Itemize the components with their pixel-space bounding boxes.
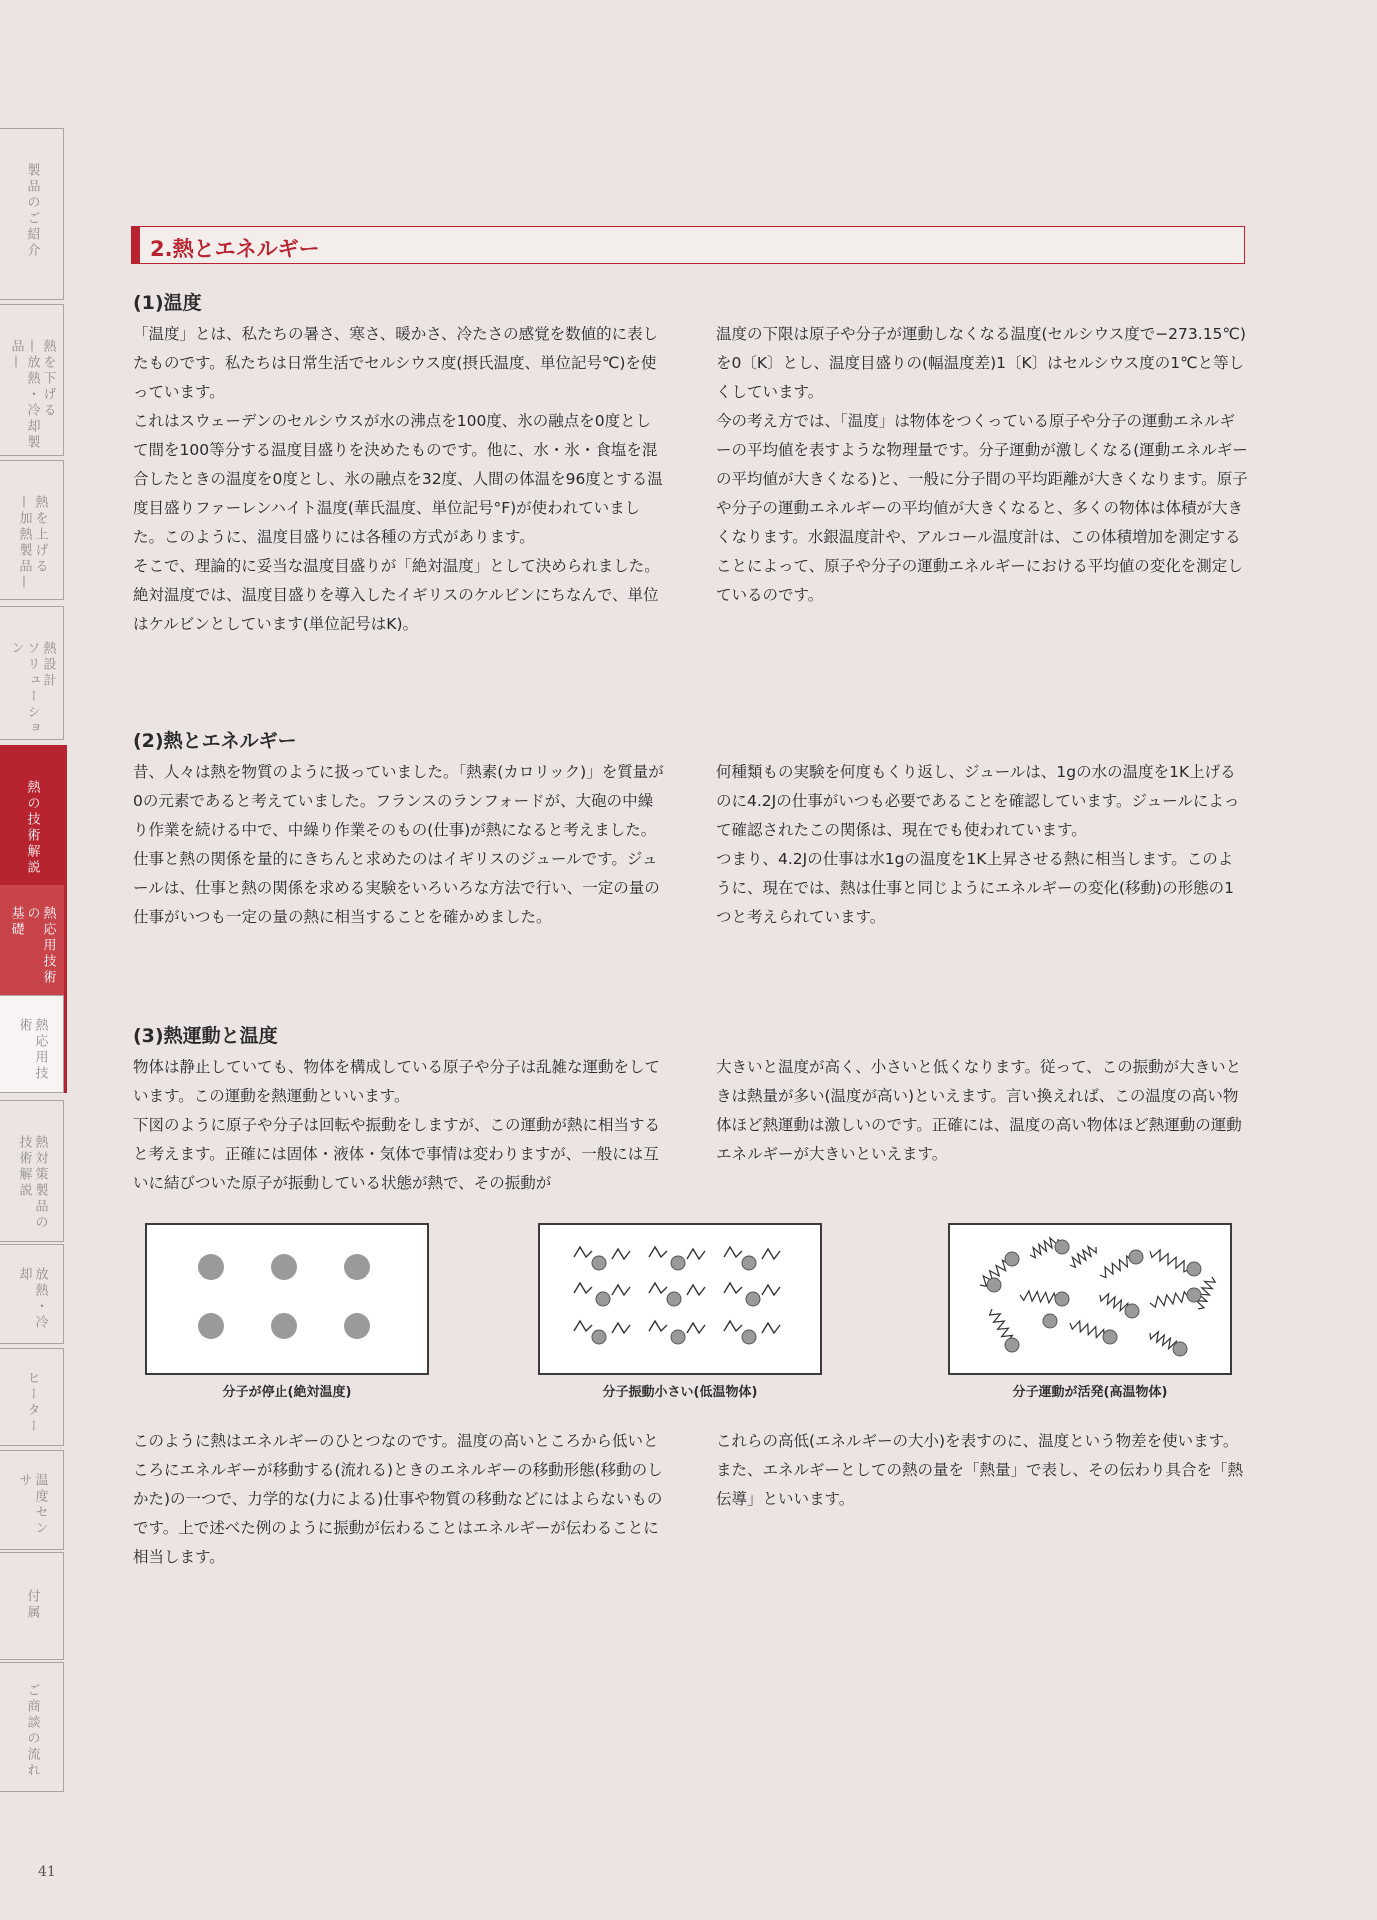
temperature-right-column bbox=[716, 320, 1248, 610]
figure-molecules-stopped bbox=[145, 1223, 429, 1375]
tab-label: ご商談の流れ bbox=[24, 1683, 40, 1779]
molecule bbox=[1187, 1288, 1201, 1302]
paragraph: 物体は静止していても、物体を構成している原子や分子は乱雑な運動をしています。この運動を熱運動といいます。 bbox=[133, 1058, 661, 1105]
tab-cooling-products[interactable] bbox=[0, 304, 64, 456]
spring-bond bbox=[1070, 1247, 1096, 1268]
tab-label: 熱応用技術 bbox=[16, 1018, 48, 1082]
active-tab-indicator bbox=[64, 745, 67, 1093]
spring-bond bbox=[1030, 1238, 1058, 1258]
active-motion-drawing bbox=[950, 1225, 1230, 1373]
subheading-thermal-motion: (3)熱運動と温度 bbox=[133, 1025, 278, 1047]
heat-energy-right-column bbox=[716, 758, 1248, 932]
paragraph: 今の考え方では、「温度」は物体をつくっている原子や分子の運動エネルギーの平均値を表すような物理量です。分子運動が激しくなる(運動エネルギーの平均値が大きくなる)と、一般に分子間の平均距離が大きくなります。原子や分子の運動エネルギーの平均値が大きくなると、多くの物体は体積が大きくなります。水銀温度計や、アルコール温度計は、この体積増加を測定することによって、原子や分子の運動エネルギーにおける平均値の変化を測定しているのです。 bbox=[716, 412, 1248, 604]
section-header bbox=[131, 226, 1245, 264]
page-number: 41 bbox=[38, 1864, 56, 1880]
tab-accessories[interactable] bbox=[0, 1552, 64, 1660]
molecule bbox=[746, 1292, 760, 1306]
paragraph: 下図のように原子や分子は回転や振動をしますが、この運動が熱に相当すると考えます。正確には固体・液体・気体で事情は変わりますが、一般には互いに結びついた原子が振動している状態が熱で、その振動が bbox=[133, 1116, 661, 1192]
caption-stopped: 分子が停止(絶対温度) bbox=[222, 1385, 352, 1400]
molecule bbox=[1055, 1240, 1069, 1254]
molecule bbox=[1129, 1250, 1143, 1264]
subheading-heat-energy: (2)熱とエネルギー bbox=[133, 730, 297, 752]
tab-label: ヒーター bbox=[24, 1371, 40, 1435]
heat-energy-left-column bbox=[133, 758, 665, 932]
molecule bbox=[667, 1292, 681, 1306]
tab-label: 温度センサ bbox=[16, 1473, 48, 1537]
tab-temperature-sensor[interactable] bbox=[0, 1450, 64, 1550]
molecule bbox=[1055, 1292, 1069, 1306]
paragraph: 温度の下限は原子や分子が運動しなくなる温度(セルシウス度で−273.15℃)を0〔K〕とし、温度目盛りの(幅温度差)1〔K〕はセルシウス度の1℃と等しくしています。 bbox=[716, 325, 1246, 401]
molecule bbox=[1187, 1262, 1201, 1276]
low-vibration-drawing bbox=[540, 1225, 820, 1373]
tab-business-flow[interactable] bbox=[0, 1662, 64, 1792]
tab-label: 放熱・冷却 bbox=[16, 1267, 48, 1331]
conclusion-right-column bbox=[716, 1427, 1248, 1514]
figure-low-vibration bbox=[538, 1223, 822, 1375]
subheading-temperature: (1)温度 bbox=[133, 292, 202, 314]
molecule bbox=[1173, 1342, 1187, 1356]
molecule bbox=[671, 1256, 685, 1270]
paragraph: そこで、理論的に妥当な温度目盛りが「絶対温度」として決められました。絶対温度では、温度目盛りを導入したイギリスのケルビンにちなんで、単位はケルビンとしています(単位記号はK)。 bbox=[133, 557, 660, 633]
tab-label: 熱を下げる —放熱・冷却製品— bbox=[8, 339, 56, 451]
tab-label: 熱を上げる —加熱製品— bbox=[16, 495, 48, 591]
molecule bbox=[1103, 1330, 1117, 1344]
tab-label: 熱対策製品の 技術解説 bbox=[16, 1135, 48, 1231]
molecule bbox=[596, 1292, 610, 1306]
paragraph: 大きいと温度が高く、小さいと低くなります。従って、この振動が大きいときは熱量が多い(温度が高い)といえます。言い換えれば、この温度の高い物体ほど熱運動は激しいのです。正確には、温度の高い物体ほど熱運動の運動エネルギーが大きいといえます。 bbox=[716, 1058, 1242, 1163]
paragraph: つまり、4.2Jの仕事は水1gの温度を1K上昇させる熱に相当します。このように、現在では、熱は仕事と同じようにエネルギーの変化(移動)の形態の1つと考えられています。 bbox=[716, 850, 1234, 926]
tab-label: 熱設計 ソリューション bbox=[8, 641, 56, 737]
header-marker bbox=[132, 227, 140, 263]
figure-active-motion bbox=[948, 1223, 1232, 1375]
caption-low-vibration: 分子振動小さい(低温物体) bbox=[602, 1385, 758, 1400]
section-title: 2.熱とエネルギー bbox=[150, 237, 320, 261]
thermal-motion-right-column bbox=[716, 1053, 1248, 1169]
tab-label: 熱の技術解説 bbox=[24, 780, 40, 876]
paragraph: これはスウェーデンのセルシウスが水の沸点を100度、氷の融点を0度として間を100等分する温度目盛りを決めたものです。他に、水・氷・食塩を混合したときの温度を0度とし、氷の融点を32度、人間の体温を96度とする温度目盛りファーレンハイト温度(華氏温度、単位記号°F)が使われていました。このように、温度目盛りには各種の方式があります。 bbox=[133, 412, 663, 546]
tab-products[interactable] bbox=[0, 128, 64, 300]
temperature-left-column bbox=[133, 320, 665, 639]
thermal-motion-left-column bbox=[133, 1053, 665, 1198]
conclusion-left-column bbox=[133, 1427, 665, 1572]
molecule bbox=[1005, 1252, 1019, 1266]
paragraph: 仕事と熱の関係を量的にきちんと求めたのはイギリスのジュールです。ジュールは、仕事と熱の関係を求める実験をいろいろな方法で行い、一定の量の仕事がいつも一定の量の熱に相当することを確かめました。 bbox=[133, 850, 660, 926]
tab-heater[interactable] bbox=[0, 1348, 64, 1446]
tab-thermal-technology[interactable] bbox=[0, 745, 64, 885]
paragraph: 何種類もの実験を何度もくり返し、ジュールは、1gの水の温度を1K上げるのに4.2Jの仕事がいつも必要であることを確認しています。ジュールによって確認されたこの関係は、現在でも使われています。 bbox=[716, 763, 1240, 839]
paragraph: 昔、人々は熱を物質のように扱っていました。「熱素(カロリック)」を質量が0の元素であると考えていました。フランスのランフォードが、大砲の中繰り作業を続ける中で、中繰り作業そのもの(仕事)が熱になると考えました。 bbox=[133, 763, 664, 839]
tab-applied-basics[interactable] bbox=[0, 885, 64, 995]
molecule bbox=[1125, 1304, 1139, 1318]
tab-heating-products[interactable] bbox=[0, 460, 64, 600]
tab-applied-technology[interactable] bbox=[0, 995, 64, 1093]
molecule bbox=[742, 1330, 756, 1344]
molecule bbox=[987, 1278, 1001, 1292]
molecule bbox=[592, 1256, 606, 1270]
molecule bbox=[742, 1256, 756, 1270]
tab-countermeasure-products[interactable] bbox=[0, 1100, 64, 1242]
molecule bbox=[671, 1330, 685, 1344]
paragraph: 「温度」とは、私たちの暑さ、寒さ、暖かさ、冷たさの感覚を数値的に表したものです。私たちは日常生活でセルシウス度(摂氏温度、単位記号℃)を使っています。 bbox=[133, 325, 659, 401]
tab-thermal-design[interactable] bbox=[0, 606, 64, 740]
spring-bond bbox=[1150, 1250, 1190, 1272]
paragraph: これらの高低(エネルギーの大小)を表すのに、温度という物差を使います。また、エネルギーとしての熱の量を「熱量」で表し、その伝わり具合を「熱伝導」といいます。 bbox=[716, 1432, 1244, 1508]
molecule bbox=[1043, 1314, 1057, 1328]
tab-label: 熱応用技術の 基礎 bbox=[8, 906, 56, 986]
tab-cooling[interactable] bbox=[0, 1244, 64, 1344]
tab-label: 製品のご紹介 bbox=[24, 163, 40, 259]
paragraph: このように熱はエネルギーのひとつなのです。温度の高いところから低いところにエネルギーが移動する(流れる)ときのエネルギーの移動形態(移動のしかた)の一つで、力学的な(力による)仕事や物質の移動などにはよらないものです。上で述べた例のように振動が伝わることはエネルギーが伝わることに相当します。 bbox=[133, 1432, 663, 1566]
caption-active-motion: 分子運動が活発(高温物体) bbox=[1012, 1385, 1168, 1400]
tab-label: 付属 bbox=[24, 1589, 40, 1621]
stopped-molecules-drawing bbox=[147, 1225, 427, 1373]
molecule bbox=[1005, 1338, 1019, 1352]
molecule bbox=[592, 1330, 606, 1344]
